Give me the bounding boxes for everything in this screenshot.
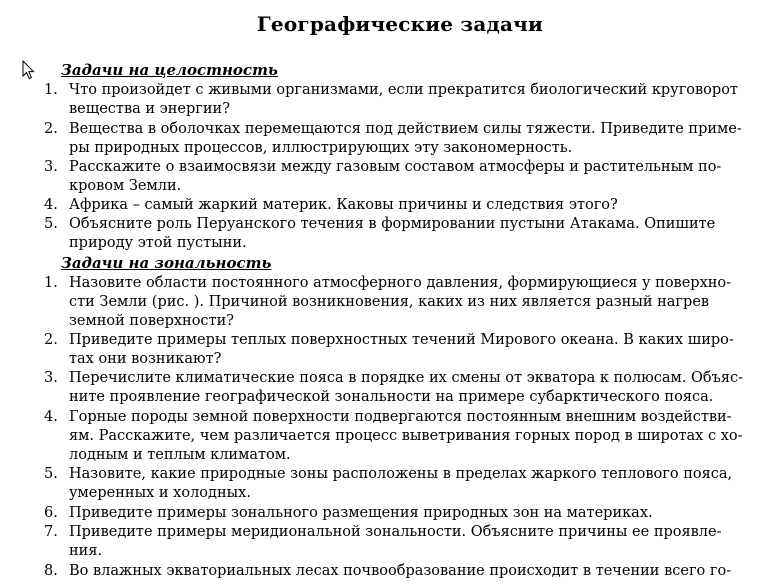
list-item-number: 5.: [44, 466, 58, 482]
list-item-number: 3.: [44, 370, 58, 386]
list-item-line: Приведите примеры меридиональной зональности. Объясните причины ее проявле-: [69, 524, 722, 540]
list-item-number: 4.: [44, 197, 58, 213]
section-heading-zonality: Задачи на зональность: [61, 254, 272, 272]
list-item: [44, 331, 744, 369]
mouse-pointer-icon: [22, 60, 36, 80]
list-item-line: Горные породы земной поверхности подвергаются постоянным внешним воздействи-: [69, 409, 732, 425]
list-item-line: Африка – самый жаркий материк. Каковы причины и следствия этого?: [69, 197, 618, 213]
list-item-line: Назовите, какие природные зоны расположены в пределах жаркого теплового пояса,: [69, 466, 733, 482]
list-item: [44, 274, 744, 331]
list-item-text: [69, 408, 744, 465]
list-item-text: [69, 523, 744, 561]
list-item-line: Расскажите о взаимосвязи между газовым составом атмосферы и растительным по-: [69, 159, 722, 175]
list-item-line: Назовите области постоянного атмосферного давления, формирующиеся у поверхно-: [69, 275, 732, 291]
section-heading-integrity: Задачи на целостность: [61, 61, 278, 79]
list-item-number: 4.: [44, 409, 58, 425]
list-item-number: 5.: [44, 216, 58, 232]
list-item-number: 2.: [44, 121, 58, 137]
list-item: [44, 465, 744, 503]
list-item-number: 8.: [44, 563, 58, 579]
list-item: [44, 562, 744, 581]
list-item-number: 1.: [44, 82, 58, 98]
list-item-number: 2.: [44, 332, 58, 348]
list-item-text: [69, 196, 744, 215]
list-item-number: 7.: [44, 524, 58, 540]
list-item-text: [69, 81, 744, 119]
list-item-line: природу этой пустыни.: [69, 235, 247, 251]
list-item: [44, 523, 744, 561]
list-item-number: 1.: [44, 275, 58, 291]
document-title: Географические задачи: [256, 12, 544, 36]
list-item-text: [69, 331, 744, 369]
list-item-text: [69, 465, 744, 503]
list-item-line: лодным и теплым климатом.: [69, 447, 291, 463]
list-item-number: 3.: [44, 159, 58, 175]
list-item: [44, 120, 744, 158]
list-item-line: сти Земли (рис. ). Причиной возникновения, каких из них является разный нагрев: [69, 294, 710, 310]
list-item-text: [69, 120, 744, 158]
list-item-line: Перечислите климатические пояса в порядке их смены от экватора к полюсам. Объяс-: [69, 370, 744, 386]
list-item: [44, 215, 744, 253]
list-item-text: [69, 274, 744, 331]
list-item-line: Объясните роль Перуанского течения в формировании пустыни Атакама. Опишите: [69, 216, 716, 232]
list-item-line: земной поверхности?: [69, 313, 235, 329]
list-item-line: Вещества в оболочках перемещаются под действием силы тяжести. Приведите приме-: [69, 121, 742, 137]
list-item: [44, 504, 744, 523]
list-item-number: 6.: [44, 505, 58, 521]
list-item-line: Приведите примеры зонального размещения природных зон на материках.: [69, 505, 653, 521]
list-item-line: Во влажных экваториальных лесах почвообразование происходит в течении всего го-: [69, 563, 732, 579]
list-item-line: ния.: [69, 543, 103, 559]
list-item-text: [69, 215, 744, 253]
list-item-text: [69, 158, 744, 196]
list-item-text: [69, 369, 744, 407]
list-item: [44, 369, 744, 407]
list-item-line: ните проявление географической зональности на примере субарктического пояса.: [69, 389, 714, 405]
list-item-line: ры природных процессов, иллюстрирующих эту закономерность.: [69, 140, 573, 156]
list-item: [44, 196, 744, 215]
list-item: [44, 158, 744, 196]
list-item-line: Приведите примеры теплых поверхностных течений Мирового океана. В каких широ-: [69, 332, 734, 348]
list-item-line: ям. Расскажите, чем различается процесс выветривания горных пород в широтах с хо-: [69, 428, 743, 444]
list-item-line: тах они возникают?: [69, 351, 222, 367]
list-item-line: кровом Земли.: [69, 178, 182, 194]
list-item-text: [69, 504, 744, 523]
list-item-line: вещества и энергии?: [69, 101, 230, 117]
list-item-text: [69, 562, 744, 581]
list-item-line: умеренных и холодных.: [69, 485, 251, 501]
list-item-line: Что произойдет с живыми организмами, если прекратится биологический круговорот: [69, 82, 738, 98]
list-item: [44, 81, 744, 119]
list-item: [44, 408, 744, 465]
